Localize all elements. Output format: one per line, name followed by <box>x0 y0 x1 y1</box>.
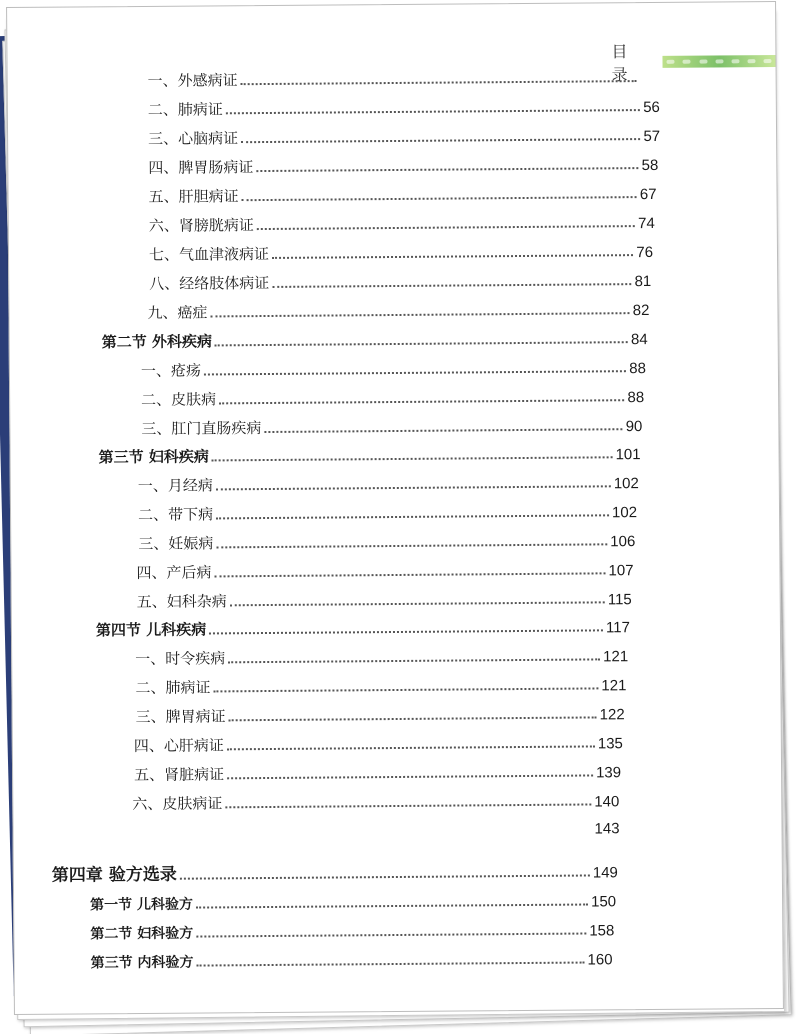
toc-section-entry[interactable] <box>96 612 630 640</box>
toc-leader-dots <box>196 933 586 938</box>
toc-leader-dots <box>209 629 603 634</box>
toc-entry[interactable] <box>132 786 619 814</box>
toc-section-page: 160 <box>587 951 613 969</box>
toc-leader-dots <box>215 341 628 346</box>
toc-leader-dots <box>264 428 622 433</box>
toc-leader-dots <box>230 601 605 606</box>
toc-section-label: 第二节 外科疾病 <box>101 332 212 352</box>
toc-chapter-page: 149 <box>592 864 618 882</box>
toc-entry-label: 二、肺病证 <box>147 100 223 119</box>
toc-entry-label: 六、皮肤病证 <box>132 794 223 814</box>
toc-entry-page: 140 <box>594 793 620 811</box>
toc-entry-page: 121 <box>603 648 629 666</box>
toc-entry-label: 一、时令疾病 <box>135 649 226 669</box>
toc-entry-label: 四、心肝病证 <box>133 736 224 756</box>
toc-entry-page: 106 <box>610 533 636 551</box>
toc-entry-label: 六、肾膀胱病证 <box>148 216 254 235</box>
toc-section-label: 第二节 妇科验方 <box>90 925 194 943</box>
toc-leader-dots <box>216 485 611 490</box>
toc-entry[interactable] <box>149 237 653 265</box>
toc-entry[interactable] <box>141 353 646 381</box>
toc-entry-page: 81 <box>634 272 652 291</box>
toc-entry-page: 76 <box>636 243 654 262</box>
toc-leader-dots <box>241 80 637 85</box>
toc-entry-page: 88 <box>627 389 645 407</box>
toc-entry[interactable] <box>149 266 651 294</box>
toc-entry-page: 90 <box>625 418 643 436</box>
toc-leader-dots <box>204 370 626 375</box>
toc-entry-label: 四、脾胃肠病证 <box>148 158 254 177</box>
toc-section-page: 84 <box>630 331 648 349</box>
toc-entry-page: 122 <box>599 706 625 724</box>
toc-leader-dots <box>210 312 629 317</box>
header-decoration-bar <box>663 55 776 68</box>
toc-leader-dots <box>242 196 637 201</box>
toc-leader-dots <box>212 456 613 461</box>
toc-chapter-entry[interactable] <box>52 857 618 885</box>
toc-section-page: 101 <box>615 446 641 464</box>
toc-section-entry[interactable] <box>90 886 616 914</box>
toc-entry-label: 二、肺病证 <box>135 678 211 698</box>
toc-entry-page: 74 <box>638 214 655 233</box>
toc-chapter-label: 第四章 验方选录 <box>51 864 177 886</box>
toc-leader-dots <box>216 543 607 548</box>
toc-entry-label: 五、肾脏病证 <box>134 765 225 785</box>
toc-entry[interactable] <box>138 526 635 554</box>
toc-section-label: 第一节 儿科验方 <box>90 896 194 914</box>
toc-entry[interactable] <box>138 468 639 496</box>
toc-entry-label: 二、带下病 <box>137 505 214 525</box>
toc-section-entry[interactable] <box>90 915 614 943</box>
toc-entry-page: 88 <box>629 360 646 378</box>
toc-entry-page: 139 <box>595 764 622 782</box>
toc-entry-label: 三、妊娠病 <box>138 534 214 554</box>
toc-section-entry[interactable] <box>98 439 640 467</box>
toc-section-entry[interactable] <box>90 944 612 972</box>
toc-entry-page: 67 <box>639 185 657 204</box>
toc-leader-dots <box>226 109 640 114</box>
toc-entry-page: 102 <box>613 475 639 493</box>
toc-entry[interactable] <box>147 295 649 323</box>
toc-leader-dots <box>227 774 593 779</box>
toc-leader-dots <box>219 399 624 404</box>
toc-section-label: 第三节 妇科疾病 <box>98 447 209 467</box>
toc-page-number-continued <box>573 813 619 837</box>
toc-leader-dots <box>215 572 606 577</box>
header-title: 目 录 <box>611 42 632 85</box>
toc-leader-dots <box>241 138 640 143</box>
toc-leader-dots <box>196 962 584 967</box>
toc-entry-label: 三、心脑病证 <box>148 129 239 148</box>
toc-leader-dots <box>272 283 631 288</box>
toc-entry-label: 二、皮肤病 <box>141 390 217 409</box>
toc-entry-page: 102 <box>611 504 638 522</box>
toc-entry-page: 107 <box>608 562 634 580</box>
toc-entry-label: 八、经络肢体病证 <box>149 273 270 293</box>
toc-entry-page: 82 <box>632 301 650 320</box>
toc-section-label: 第四节 儿科疾病 <box>95 620 207 640</box>
toc-entry[interactable] <box>148 121 660 149</box>
toc-entry[interactable] <box>137 584 632 612</box>
toc-entry-page: 135 <box>597 735 623 753</box>
toc-entry-label: 九、癌症 <box>147 303 208 322</box>
toc-entry-page: 57 <box>643 127 661 146</box>
toc-entry-label: 五、妇科杂病 <box>136 592 227 612</box>
toc-entry-page: 56 <box>643 98 660 117</box>
toc-leader-dots <box>225 803 591 808</box>
toc-section-page: 150 <box>591 893 617 911</box>
toc-entry[interactable] <box>138 497 637 525</box>
toc-leader-dots <box>196 903 588 908</box>
toc-leader-dots <box>256 167 638 172</box>
toc-leader-dots <box>227 745 595 750</box>
toc-leader-dots <box>229 716 597 721</box>
toc-entry[interactable] <box>141 382 644 410</box>
toc-leader-dots <box>228 658 600 663</box>
toc-entry-label: 三、脾胃病证 <box>135 707 226 727</box>
toc-section-page: 158 <box>589 922 615 940</box>
toc-entry[interactable] <box>135 641 628 669</box>
toc-leader-dots <box>216 514 609 519</box>
toc-entry-label: 七、气血津液病证 <box>148 244 270 264</box>
toc-entry[interactable] <box>135 670 626 698</box>
toc-entry-label: 一、月经病 <box>137 476 213 496</box>
toc-entry[interactable] <box>136 699 625 727</box>
toc-entry[interactable] <box>148 63 640 91</box>
toc-leader-dots <box>257 225 635 230</box>
toc-entry[interactable] <box>136 555 633 583</box>
toc-leader-dots <box>180 874 590 879</box>
toc-entry-label: 四、产后病 <box>136 563 212 583</box>
toc-entry-label: 三、肛门直肠疾病 <box>141 419 262 438</box>
toc-entry[interactable] <box>148 179 656 207</box>
toc-entry-page: 143 <box>594 820 620 838</box>
toc-entry[interactable] <box>149 208 655 236</box>
toc-entry[interactable] <box>148 92 660 120</box>
toc-entry-label: 五、肝胆病证 <box>148 187 239 206</box>
toc-leader-dots <box>272 254 633 259</box>
toc-entry[interactable] <box>134 728 623 756</box>
toc-leader-dots <box>213 687 598 692</box>
toc-entry[interactable] <box>148 150 658 178</box>
toc-entry[interactable] <box>141 411 642 439</box>
toc-page <box>6 1 784 1015</box>
toc-entry[interactable] <box>134 757 621 785</box>
toc-section-label: 第三节 内科验方 <box>90 954 194 972</box>
toc-entry-page: 115 <box>607 591 632 609</box>
toc-section-page: 117 <box>605 619 631 637</box>
toc-section-entry[interactable] <box>102 324 648 352</box>
toc-entry-page: 58 <box>641 156 659 175</box>
toc-entry-label: 一、疮疡 <box>140 361 202 380</box>
toc-entry-label: 一、外感病证 <box>147 71 238 90</box>
toc-entry-page: 121 <box>601 677 627 695</box>
